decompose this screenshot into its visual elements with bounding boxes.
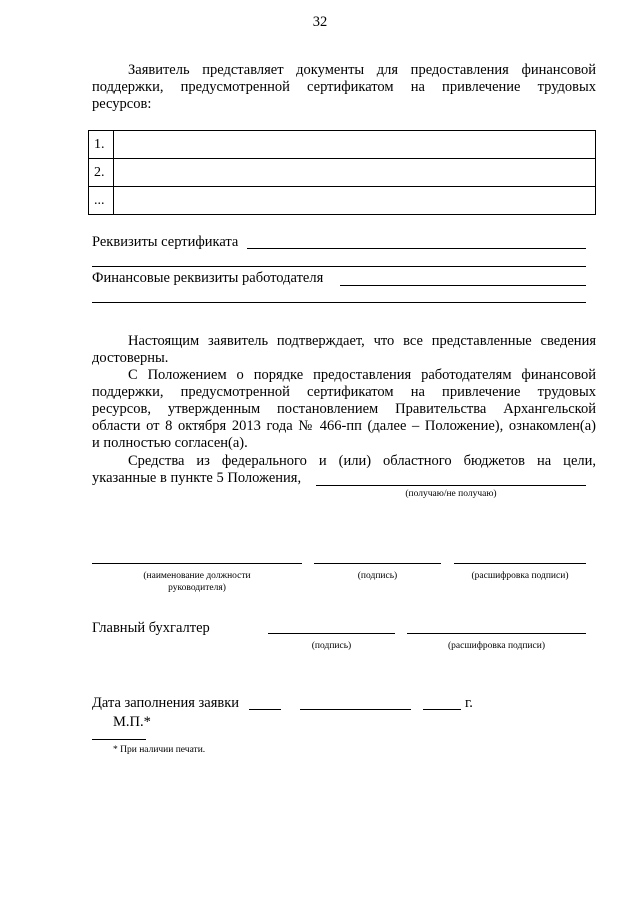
- decoding-field[interactable]: [454, 563, 586, 564]
- date-day-field[interactable]: [249, 709, 281, 710]
- employer-requisites-label: Финансовые реквизиты работодателя: [92, 270, 324, 286]
- intro-line-3: ресурсов:: [92, 96, 152, 112]
- regulation-line-1: С Положением о порядке предоставления работодателям финансовой: [128, 367, 596, 383]
- position-hint-1: (наименование должности: [143, 571, 251, 581]
- regulation-line-3: ресурсов, утвержденным постановлением Правительства Архангельской: [92, 401, 596, 417]
- accountant-signature-field[interactable]: [268, 633, 395, 634]
- row-cell[interactable]: [114, 159, 596, 187]
- footnote: * При наличии печати.: [113, 745, 206, 755]
- row-cell[interactable]: [114, 187, 596, 215]
- date-label: Дата заполнения заявки: [92, 695, 240, 711]
- cert-requisites-field-continuation[interactable]: [92, 266, 586, 267]
- funds-line-2: указанные в пункте 5 Положения,: [92, 470, 302, 486]
- regulation-line-2: поддержки, предусмотренной сертификатом на привлечение трудовых: [92, 384, 596, 400]
- date-month-field[interactable]: [300, 709, 411, 710]
- regulation-line-5: и полностью согласен(а).: [92, 435, 248, 451]
- date-year-field[interactable]: [423, 709, 461, 710]
- confirm-line-2: достоверны.: [92, 350, 169, 366]
- employer-requisites-field-continuation[interactable]: [92, 302, 586, 303]
- intro-line-1: Заявитель представляет документы для предоставления финансовой: [128, 62, 596, 78]
- stamp-mark: М.П.*: [113, 714, 151, 730]
- decoding-hint: (расшифровка подписи): [471, 571, 569, 581]
- signature-hint: (подпись): [357, 571, 398, 581]
- accountant-decoding-field[interactable]: [407, 633, 586, 634]
- row-number: 2.: [89, 159, 114, 187]
- date-year-suffix: г.: [465, 695, 473, 711]
- row-number: ...: [89, 187, 114, 215]
- page-number: 32: [312, 14, 328, 30]
- intro-line-2: поддержки, предусмотренной сертификатом на привлечение трудовых: [92, 79, 596, 95]
- table-row: [89, 187, 596, 215]
- cert-requisites-label: Реквизиты сертификата: [92, 234, 239, 250]
- funds-hint: (получаю/не получаю): [405, 489, 497, 499]
- position-field[interactable]: [92, 563, 302, 564]
- accountant-signature-hint: (подпись): [311, 641, 352, 651]
- footnote-separator: [92, 739, 146, 740]
- accountant-label: Главный бухгалтер: [92, 620, 210, 636]
- row-number: 1.: [89, 131, 114, 159]
- cert-requisites-field[interactable]: [247, 248, 586, 249]
- documents-table: [88, 130, 596, 215]
- regulation-line-4: области от 8 октября 2013 года № 466-пп (далее – Положение), ознакомлен(а): [92, 418, 596, 434]
- table-row: [89, 131, 596, 159]
- row-cell[interactable]: [114, 131, 596, 159]
- funds-field[interactable]: [316, 485, 586, 486]
- position-hint-2: руководителя): [168, 583, 226, 593]
- signature-field[interactable]: [314, 563, 441, 564]
- funds-line-1: Средства из федерального и (или) областного бюджетов на цели,: [128, 453, 596, 469]
- accountant-decoding-hint: (расшифровка подписи): [448, 641, 545, 651]
- confirm-line-1: Настоящим заявитель подтверждает, что все представленные сведения: [128, 333, 596, 349]
- table-row: [89, 159, 596, 187]
- employer-requisites-field[interactable]: [340, 285, 586, 286]
